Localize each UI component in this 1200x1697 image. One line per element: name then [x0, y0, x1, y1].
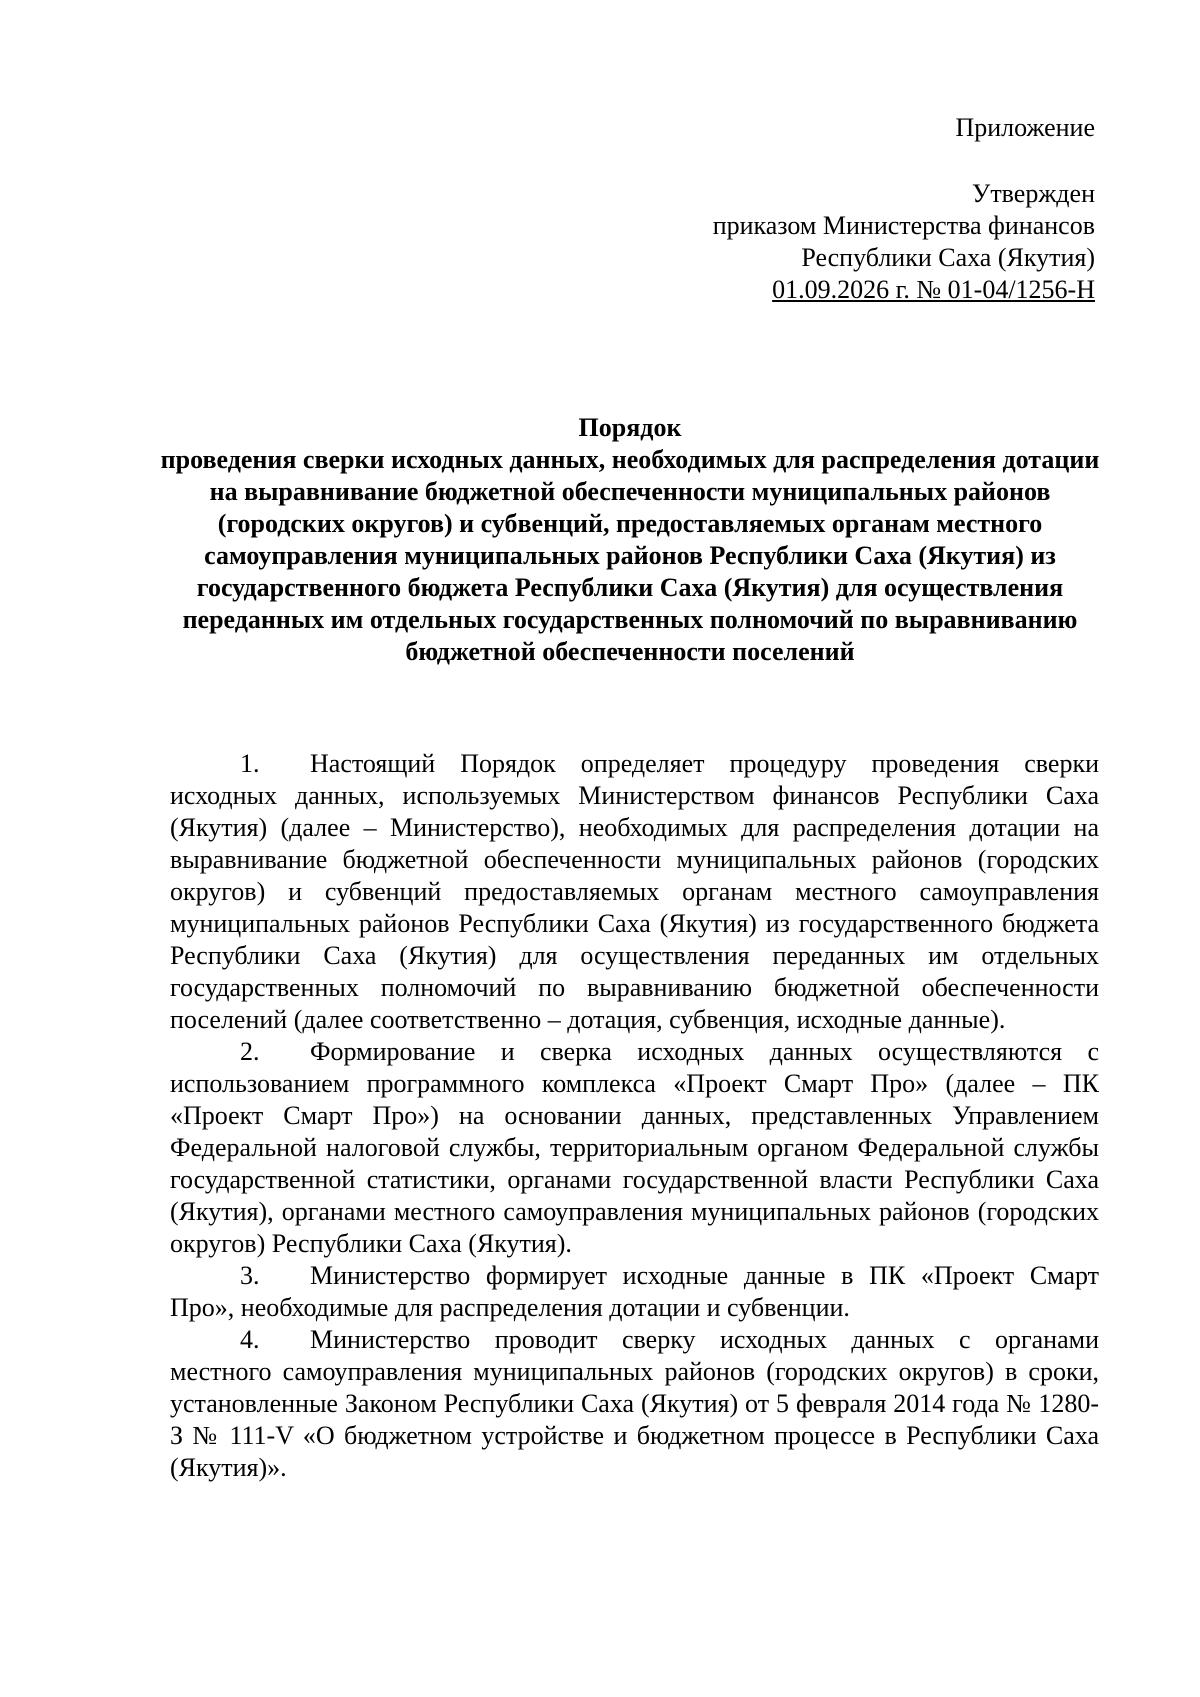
document-title — [160, 412, 1100, 668]
approved-label: Утвержден — [971, 179, 1095, 208]
paragraph-number: 4. — [240, 1325, 260, 1354]
paragraph-number: 2. — [240, 1037, 260, 1066]
approving-ministry: приказом Министерства финансов — [712, 211, 1095, 240]
paragraph-text: Настоящий Порядок определяет процедуру проведения сверки исходных данных, используемых Министерством финансов Республики Саха (Якутия) (далее – Министерство), необходимых для распределения дотации на выравнивание бюджетной обеспеченности муниципальных районов (городских округов) и субвенций предоставляемых органам местного самоуправления муниципальных районов Республики Саха (Якутия) из государственного бюджета Республики Саха (Якутия) для осуществления переданных им отдельных государственных полномочий по выравниванию бюджетной обеспеченности поселений (далее соответственно – дотация, субвенция, исходные данные). — [170, 749, 1099, 1034]
document-body — [170, 748, 1099, 1484]
approval-header — [395, 112, 1095, 306]
order-reference: 01.09.2026 г. № 01-04/1256-Н — [772, 275, 1095, 304]
paragraph-text: Министерство формирует исходные данные в ПК «Проект Смарт Про», необходимые для распределения дотации и субвенции. — [170, 1261, 1099, 1322]
paragraph-2 — [170, 1036, 1099, 1260]
paragraph-4 — [170, 1324, 1099, 1484]
title-heading: Порядок — [578, 413, 682, 442]
approving-republic: Республики Саха (Якутия) — [801, 243, 1095, 272]
title-subtitle: проведения сверки исходных данных, необходимых для распределения дотации на выравнивание бюджетной обеспеченности муниципальных районов (городских округов) и субвенций, предоставляемых органам местного самоуправления муниципальных районов Республики Саха (Якутия) из государственного бюджета Республики Саха (Якутия) для осуществления переданных им отдельных государственных полномочий по выравниванию бюджетной обеспеченности поселений — [160, 445, 1100, 666]
paragraph-number: 3. — [240, 1261, 260, 1290]
paragraph-1 — [170, 748, 1099, 1036]
paragraph-text: Министерство проводит сверку исходных данных с органами местного самоуправления муниципальных районов (городских округов) в сроки, установленные Законом Республики Саха (Якутия) от 5 февраля 2014 года № 1280-З № 111-V «О бюджетном устройстве и бюджетном процессе в Республики Саха (Якутия)». — [170, 1325, 1099, 1482]
paragraph-3 — [170, 1260, 1099, 1324]
appendix-label: Приложение — [955, 113, 1095, 142]
paragraph-number: 1. — [240, 749, 260, 778]
paragraph-text: Формирование и сверка исходных данных осуществляются с использованием программного комплекса «Проект Смарт Про» (далее – ПК «Проект Смарт Про») на основании данных, представленных Управлением Федеральной налоговой службы, территориальным органом Федеральной службы государственной статистики, органами государственной власти Республики Саха (Якутия), органами местного самоуправления муниципальных районов (городских округов) Республики Саха (Якутия). — [170, 1037, 1099, 1258]
